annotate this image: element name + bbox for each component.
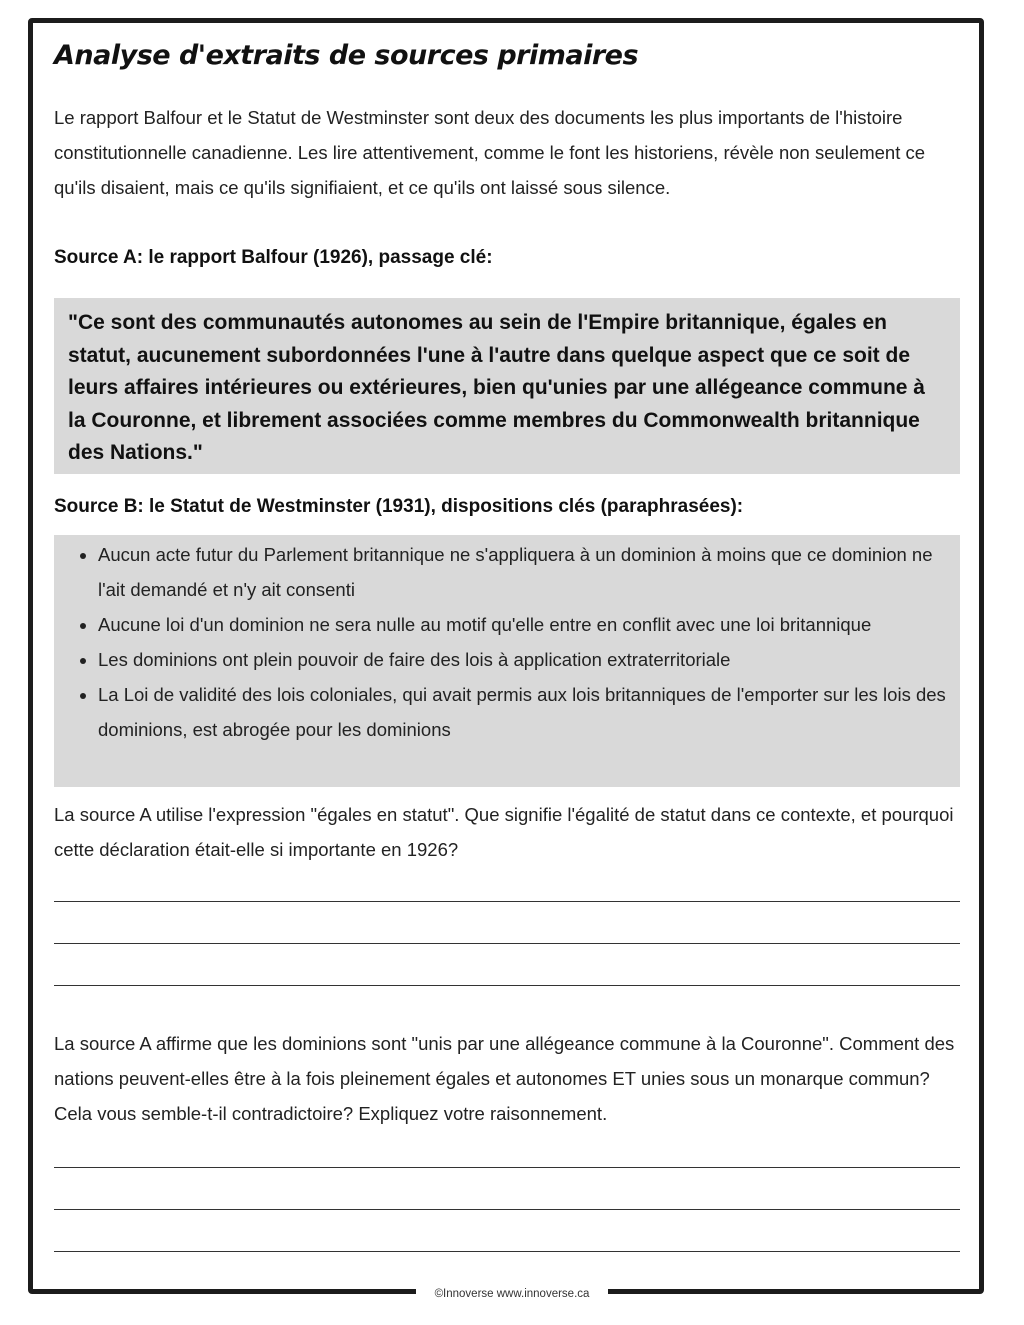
list-item: • La Loi de validité des lois coloniales, qui avait permis aux lois britanniques de l'emporter sur les lois des dominions, est abrogée pour les dominions	[98, 677, 950, 747]
answer-line-q1-3[interactable]	[54, 985, 960, 986]
answer-line-q2-1[interactable]	[54, 1167, 960, 1168]
list-item: • Aucun acte futur du Parlement britannique ne s'appliquera à un dominion à moins que ce dominion ne l'ait demandé et n'y ait consenti	[98, 537, 950, 607]
source-b-heading: Source B: le Statut de Westminster (1931), dispositions clés (paraphrasées):	[54, 496, 744, 517]
source-b-provisions-box	[54, 535, 960, 787]
question-1: La source A utilise l'expression "égales en statut". Que signifie l'égalité de statut dans ce contexte, et pourquoi cette déclaration était-elle si importante en 1926?	[54, 804, 954, 860]
answer-line-q1-1[interactable]	[54, 901, 960, 902]
list-item: • Aucune loi d'un dominion ne sera nulle au motif qu'elle entre en conflit avec une loi britannique	[98, 607, 950, 642]
list-item: • Les dominions ont plein pouvoir de faire des lois à application extraterritoriale	[98, 642, 950, 677]
page-title: Analyse d'extraits de sources primaires	[54, 40, 639, 71]
answer-line-q1-2[interactable]	[54, 943, 960, 944]
source-a-heading: Source A: le rapport Balfour (1926), passage clé:	[54, 247, 493, 268]
source-b-provisions-list	[98, 537, 950, 747]
source-a-quote: "Ce sont des communautés autonomes au sein de l'Empire britannique, égales en statut, aucunement subordonnées l'une à l'autre dans quelque aspect que ce soit de leurs affaires intérieures ou extérieures, bien qu'unies par une allégeance commune à la Couronne, et librement associées comme membres du Commonwealth britannique des Nations."	[68, 311, 925, 464]
answer-line-q2-3[interactable]	[54, 1251, 960, 1252]
footer-credit: ©Innoverse www.innoverse.ca	[416, 1285, 608, 1303]
intro-paragraph: Le rapport Balfour et le Statut de Westminster sont deux des documents les plus importants de l'histoire constitutionnelle canadienne. Les lire attentivement, comme le font les historiens, révèle non seulement ce qu'ils disaient, mais ce qu'ils signifiaient, et ce qu'ils ont laissé sous silence.	[54, 107, 926, 198]
question-2: La source A affirme que les dominions sont "unis par une allégeance commune à la Couronne". Comment des nations peuvent-elles être à la fois pleinement égales et autonomes ET unies sous un monarque commun? Cela vous semble-t-il contradictoire? Expliquez votre raisonnement.	[54, 1033, 955, 1124]
answer-line-q2-2[interactable]	[54, 1209, 960, 1210]
source-a-quote-box	[54, 298, 960, 474]
